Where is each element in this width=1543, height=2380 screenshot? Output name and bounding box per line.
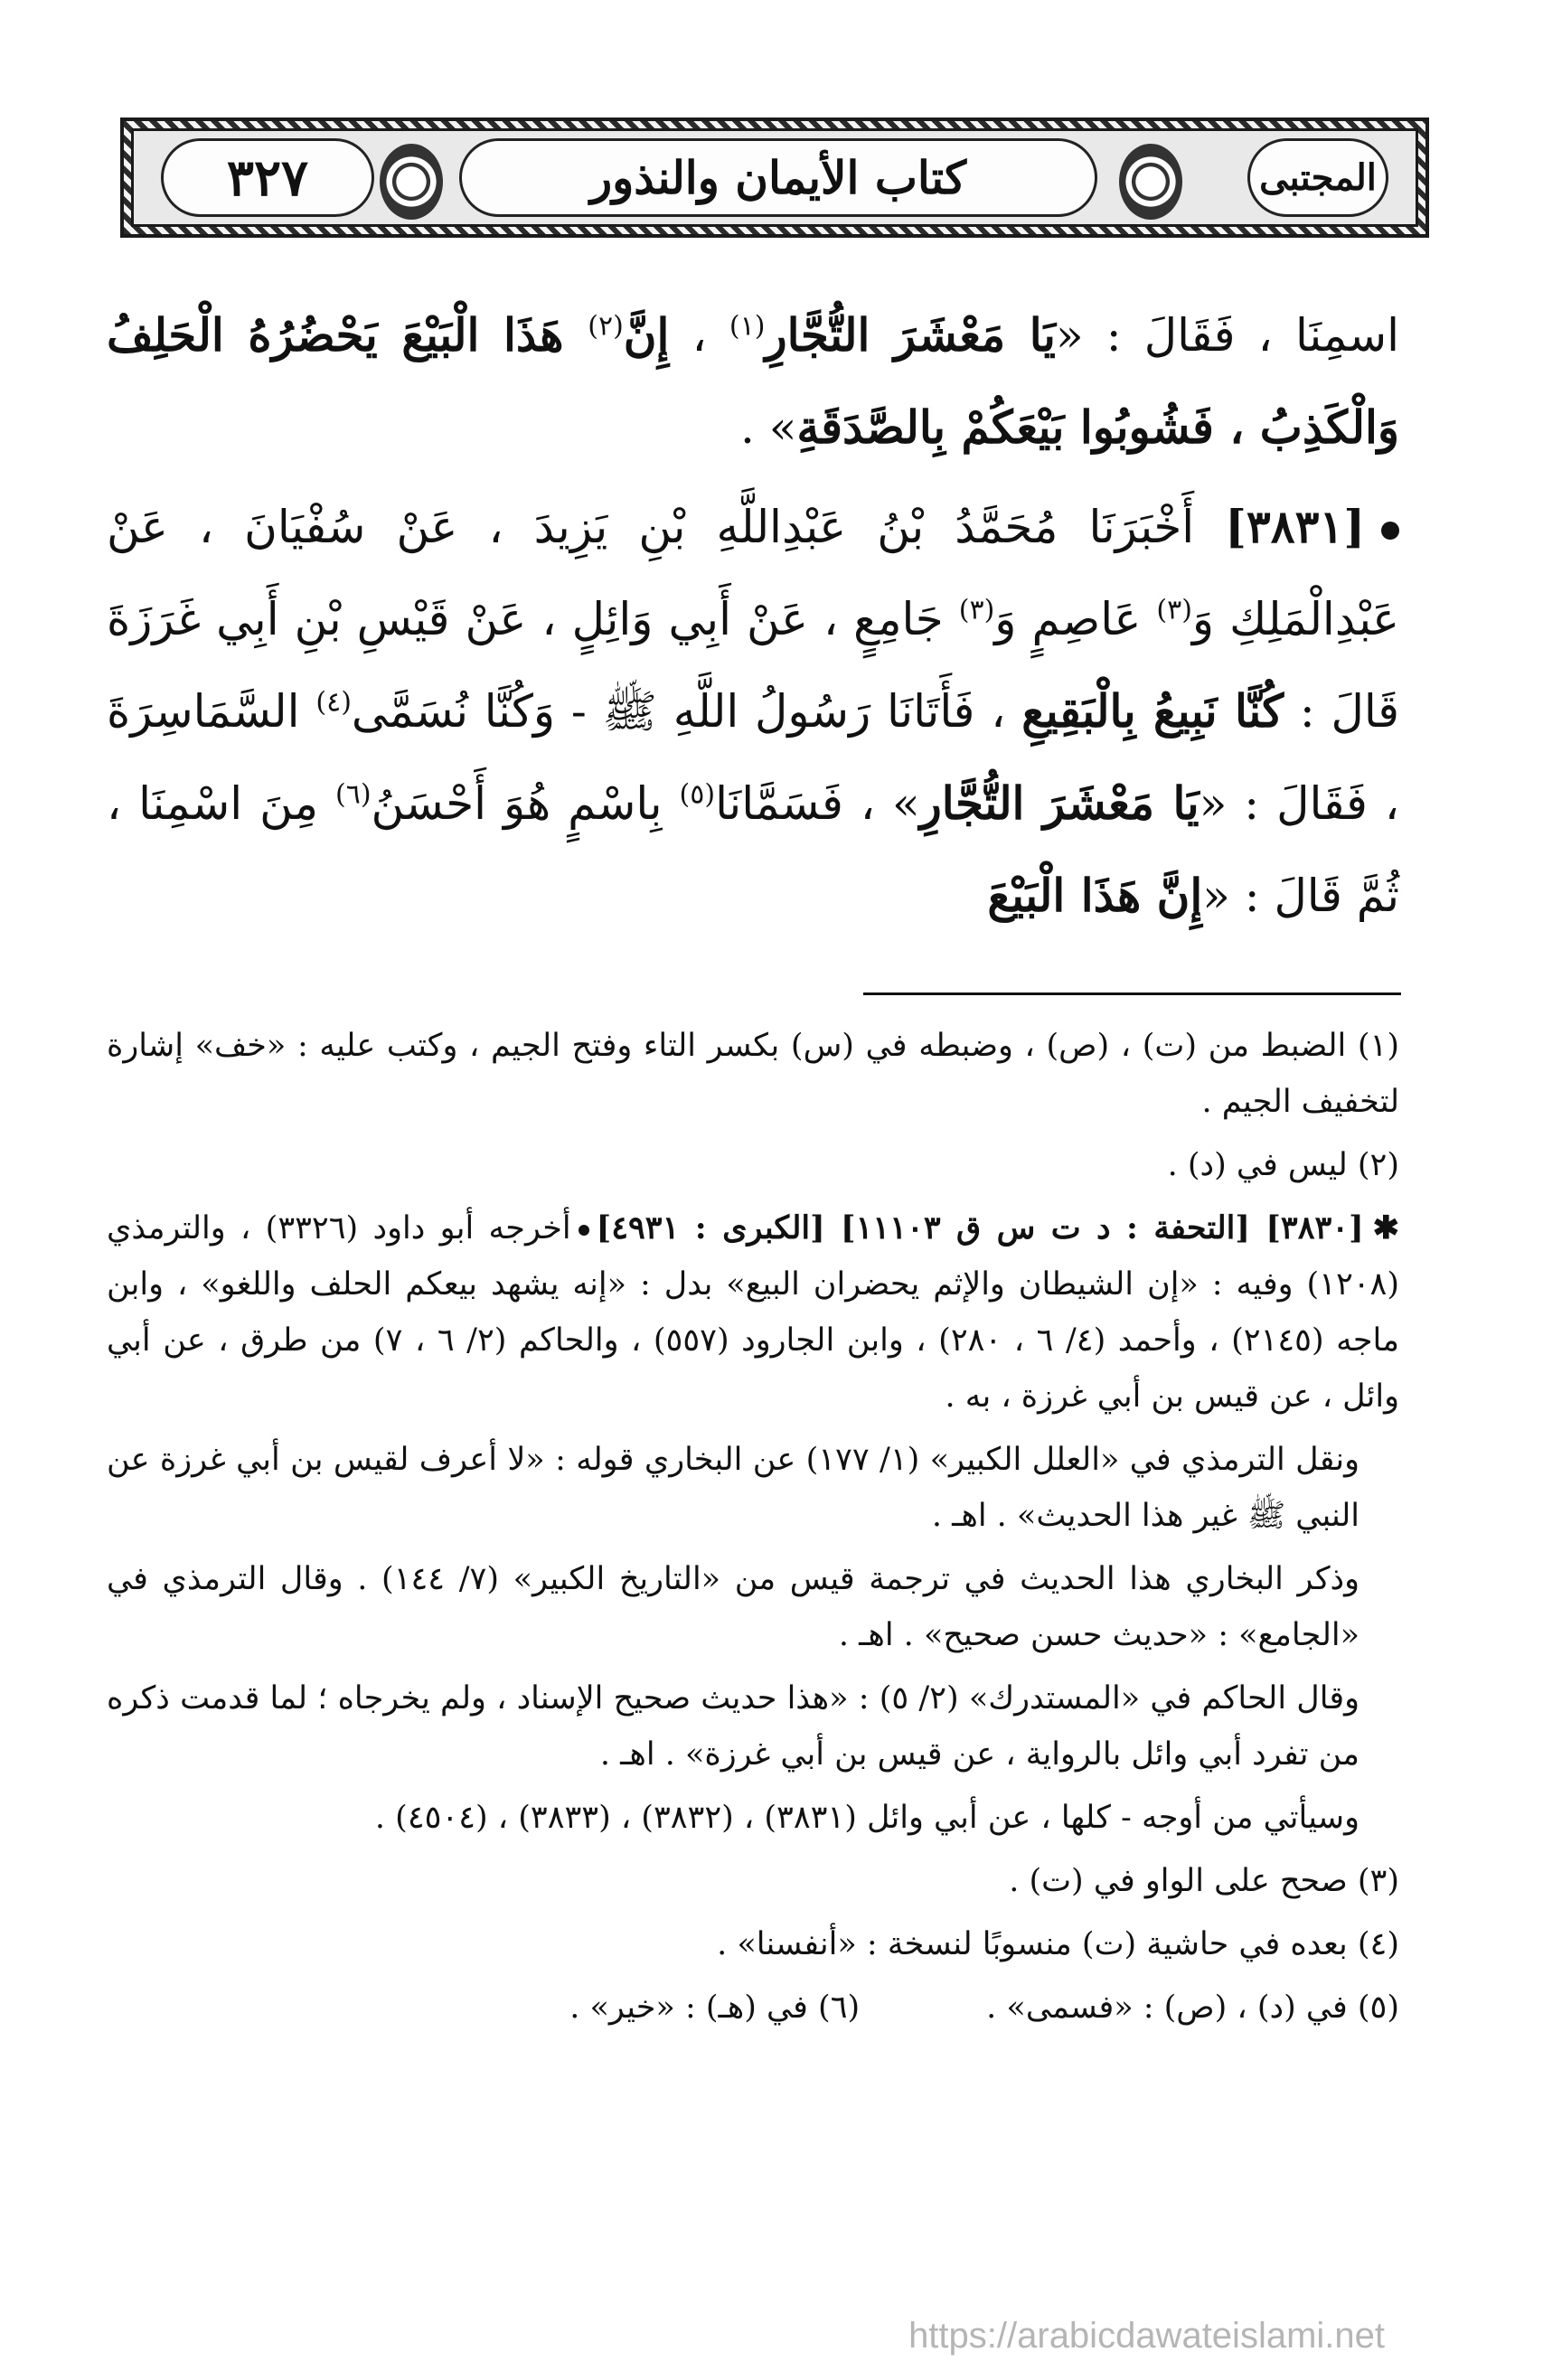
ornament-knot-icon [1119,144,1182,220]
book-logo: المجتبى [1259,156,1377,199]
source-reference: [٣٨٣٠] [التحفة : د ت س ق ١١١٠٣] [الكبرى : ٤٩٣١] [596,1209,1364,1246]
prophetic-text: هَذَا الْبَيْعَ يَحْضُرُهُ الْحَلِفُ وَالْكَذِبُ ، فَشُوبُوا بَيْعَكُمْ بِالصَّدَقَةِ [107,308,1399,454]
footnotes [107,1018,1399,2043]
watermark: https://arabicdawateislami.net [908,2316,1385,2356]
footnote-1: (١) الضبط من (ت) ، (ص) ، وضبطه في (س) بكسر التاء وفتح الجيم ، وكتب عليه : «خف» إشارة لتخفيف الجيم . [107,1028,1399,1120]
footnote-ref: (٢) [588,310,624,343]
text-run: ، فَأَتَانَا رَسُولُ اللَّهِ ﷺ - وَكُنَّا نُسَمَّى [351,685,1022,738]
running-title: كتاب الأيمان والنذور [589,151,967,204]
page-number: ٣٢٧ [226,147,309,208]
footnote-ref: (٣) [958,594,995,626]
source-note-3830 [107,1200,1399,1425]
text-run: عَاصِمٍ وَ [994,593,1157,645]
header-ornament [131,128,1418,227]
ornament-knot-icon [380,144,443,220]
footnote-2: (٢) ليس في (د) . [1167,1147,1399,1183]
footnote-5: (٥) في (د) ، (ص) : «فسمى» . [986,1990,1399,2026]
text-run: مِنَ اسْمِنَا ، ثُمَّ قَالَ : « [107,777,1399,922]
text-run: » ، فَسَمَّانَا [715,777,920,830]
paragraph-continuation [107,289,1399,474]
footnote-ref: (٤) [315,686,352,719]
text-run: اسمِنَا ، فَقَالَ : « [1055,309,1400,362]
prophetic-text: إِنَّ هَذَا الْبَيْعَ [987,869,1203,922]
footnote-row [107,1980,1399,2036]
narrator-text: كُنَّا نَبِيعُ بِالْبَقِيعِ [1021,684,1284,738]
text-run: ، [669,309,729,362]
title-plate [459,138,1097,217]
logo-plate [1247,138,1388,217]
text-run: أَخْبَرَنَا مُحَمَّدُ بْنُ عَبْدِاللَّهِ بْنِ يَزِيدَ ، عَنْ سُفْيَانَ ، عَنْ عَبْدِالْمَلِكِ وَ [107,501,1399,645]
footnote-6: (٦) في (هـ) : «خير» . [569,1990,861,2026]
prophetic-text: إِنَّ [623,308,670,362]
text-run: بِاسْمٍ هُوَ أَحْسَنُ [371,777,680,830]
source-note-para: ونقل الترمذي في «العلل الكبير» (١/ ١٧٧) عن البخاري قوله : «لا أعرف لقيس بن أبي غرزة عن النبي ﷺ غير هذا الحديث» . اهـ . [107,1442,1360,1534]
footnote-ref: (١) [729,310,766,343]
footnote-ref: (٥) [679,778,716,811]
bullet-icon [1381,522,1399,540]
source-note-para: وقال الحاكم في «المستدرك» (٢/ ٥) : «هذا حديث صحيح الإسناد ، ولم يخرجاه ؛ لما قدمت ذكره من تفرد أبي وائل بالرواية ، عن قيس بن أبي غرزة» . اهـ . [107,1680,1360,1773]
source-note-para: وسيأتي من أوجه - كلها ، عن أبي وائل (٣٨٣١) ، (٣٨٣٢) ، (٣٨٣٣) ، (٤٥٠٤) . [374,1800,1360,1836]
bullet-icon [579,1225,589,1236]
footnote-divider [863,992,1401,995]
hadith-number: [٣٨٣١] [1225,500,1365,553]
prophetic-text: يَا مَعْشَرَ التُّجَّارِ [765,308,1056,362]
source-note-para: وذكر البخاري هذا الحديث في ترجمة قيس من «التاريخ الكبير» (٧/ ١٤٤) . وقال الترمذي في «الجامع» : «حديث حسن صحيح» . اهـ . [107,1561,1360,1653]
text-run: » . [739,401,797,454]
asterisk-icon: ✱ [1372,1209,1399,1246]
footnote-ref: (٦) [334,778,372,811]
main-text [107,289,1399,949]
footnote-ref: (٣) [1156,594,1192,626]
page-number-plate [161,138,374,217]
prophetic-text: يَا مَعْشَرَ التُّجَّارِ [919,776,1200,830]
footnote-3: (٣) صحح على الواو في (ت) . [1009,1863,1399,1899]
hadith-3831 [107,481,1399,942]
text-run: السَّمَاسِرَةَ ، فَقَالَ : « [107,685,1400,830]
source-text: أخرجه أبو داود (٣٣٢٦) ، والترمذي (١٢٠٨) وفيه : «إن الشيطان والإثم يحضران البيع» بدل : «إنه يشهد بيعكم الحلف واللغو» ، وابن ماجه (٢١٤٥) ، وأحمد (٤/ ٦ ، ٢٨٠) ، وابن الجارود (٥٥٧) ، والحاكم (٢/ ٦ ، ٧) من طرق ، عن أبي وائل ، عن قيس بن أبي غرزة ، به . [107,1210,1399,1415]
footnote-4: (٤) بعده في حاشية (ت) منسوبًا لنسخة : «أنفسنا» . [717,1926,1399,1962]
text-run: جَامِعٍ ، عَنْ أَبِي وَائِلٍ ، عَنْ قَيْسِ بْنِ أَبِي غَرَزَةَ قَالَ : [107,593,1400,738]
page-header [120,118,1429,238]
